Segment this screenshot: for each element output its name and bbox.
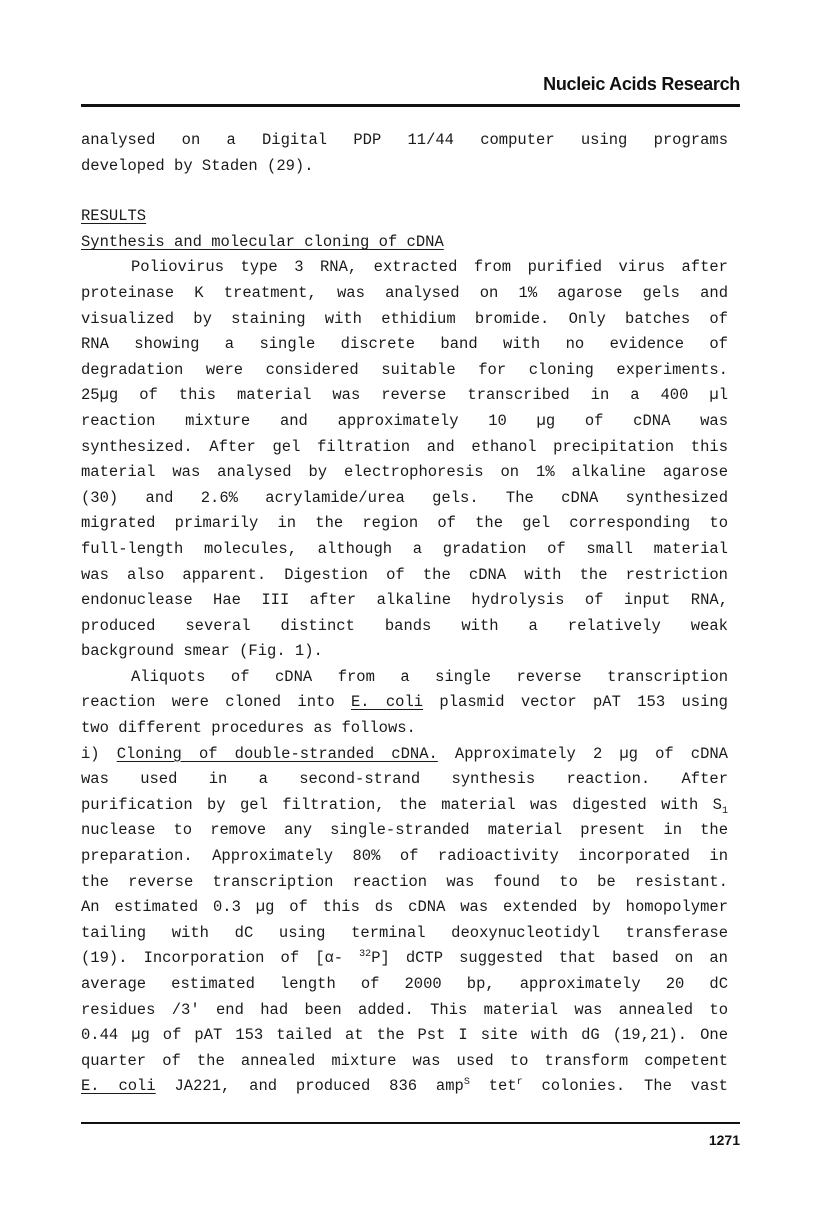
- p1-line: endonuclease Hae III after alkaline hydrolysis of input RNA,: [81, 591, 728, 610]
- superscript: S: [463, 1077, 470, 1089]
- subsection-heading: [81, 230, 728, 256]
- p2-line-2: [81, 690, 728, 716]
- subsection-heading-text: Synthesis and molecular cloning of cDNA: [81, 232, 444, 251]
- organism-name: E. coli: [81, 1077, 156, 1096]
- p1-line: produced several distinct bands with a relatively weak: [81, 616, 728, 635]
- footer-rule: [81, 1122, 740, 1124]
- header-rule: [81, 104, 740, 107]
- body-text: [81, 128, 728, 1100]
- p3-text: Approximately 2 µg of cDNA: [437, 744, 728, 763]
- p2-line-1: Aliquots of cDNA from a single reverse transcription: [131, 667, 728, 686]
- p1-line: background smear (Fig. 1).: [81, 642, 323, 661]
- p1-line: full-length molecules, although a gradation of small material: [81, 539, 728, 558]
- procedure-title: Cloning of double-stranded cDNA.: [116, 744, 438, 763]
- intro-line-1: analysed on a Digital PDP 11/44 computer using programs: [81, 131, 728, 149]
- p3-line: tailing with dC using terminal deoxynucleotidyl transferase: [81, 923, 728, 942]
- p3-line: residues /3' end had been added. This material was annealed to: [81, 1000, 728, 1019]
- p3-line: preparation. Approximately 80% of radioactivity incorporated in: [81, 847, 728, 866]
- journal-title: Nucleic Acids Research: [543, 74, 740, 94]
- page-number: 1271: [708, 1132, 740, 1148]
- p1-line: proteinase K treatment, was analysed on 1% agarose gels and: [81, 283, 728, 302]
- p3-line: was used in a second-strand synthesis reaction. After: [81, 770, 728, 789]
- results-heading-text: RESULTS: [81, 207, 147, 226]
- p1-line: migrated primarily in the region of the gel corresponding to: [81, 514, 728, 533]
- p3-text: P] dCTP suggested that based on an: [371, 949, 728, 968]
- organism-name: E. coli: [350, 693, 424, 712]
- p3-line-1: [81, 742, 728, 768]
- p3-text: tet: [469, 1077, 517, 1096]
- p3-line: An estimated 0.3 µg of this ds cDNA was extended by homopolymer: [81, 898, 728, 917]
- p3-text: colonies. The vast: [522, 1077, 728, 1096]
- p3-line: 0.44 µg of pAT 153 tailed at the Pst I site with dG (19,21). One: [81, 1026, 728, 1045]
- superscript: 32: [359, 949, 372, 961]
- p3-text: (19). Incorporation of [α-: [81, 949, 360, 968]
- p1-line: was also apparent. Digestion of the cDNA with the restriction: [81, 565, 728, 584]
- intro-line-2: developed by Staden (29).: [81, 156, 314, 175]
- p1-line: RNA showing a single discrete band with no evidence of: [81, 335, 728, 354]
- superscript: r: [516, 1077, 523, 1089]
- p1-line: material was analysed by electrophoresis on 1% alkaline agarose: [81, 463, 728, 482]
- p3-line: [81, 946, 728, 972]
- p3-text: purification by gel filtration, the material was digested with S: [81, 795, 722, 814]
- p3-line: nuclease to remove any single-stranded material present in the: [81, 821, 728, 840]
- p2-text: reaction were cloned into: [81, 693, 351, 712]
- p3-text: JA221, and produced 836 amp: [155, 1077, 464, 1096]
- item-number: i): [81, 744, 117, 763]
- p2-text: plasmid vector pAT 153 using: [423, 693, 728, 712]
- p1-line: degradation were considered suitable for cloning experiments.: [81, 360, 728, 379]
- p1-line: synthesized. After gel filtration and ethanol precipitation this: [81, 437, 728, 456]
- p3-line: quarter of the annealed mixture was used to transform competent: [81, 1051, 728, 1070]
- p1-line: (30) and 2.6% acrylamide/urea gels. The cDNA synthesized: [81, 488, 728, 507]
- p1-line: 25µg of this material was reverse transcribed in a 400 µl: [81, 386, 728, 405]
- p1-line: reaction mixture and approximately 10 µg of cDNA was: [81, 411, 728, 430]
- p2-line-3: two different procedures as follows.: [81, 719, 416, 738]
- p1-line: visualized by staining with ethidium bromide. Only batches of: [81, 309, 728, 328]
- p3-line: average estimated length of 2000 bp, approximately 20 dC: [81, 975, 728, 993]
- p3-line: [81, 793, 728, 819]
- p1-line: Poliovirus type 3 RNA, extracted from purified virus after: [131, 258, 728, 277]
- p3-line: [81, 1074, 728, 1100]
- section-heading-results: [81, 204, 728, 230]
- p3-line: the reverse transcription reaction was found to be resistant.: [81, 872, 728, 891]
- subscript: 1: [721, 805, 728, 817]
